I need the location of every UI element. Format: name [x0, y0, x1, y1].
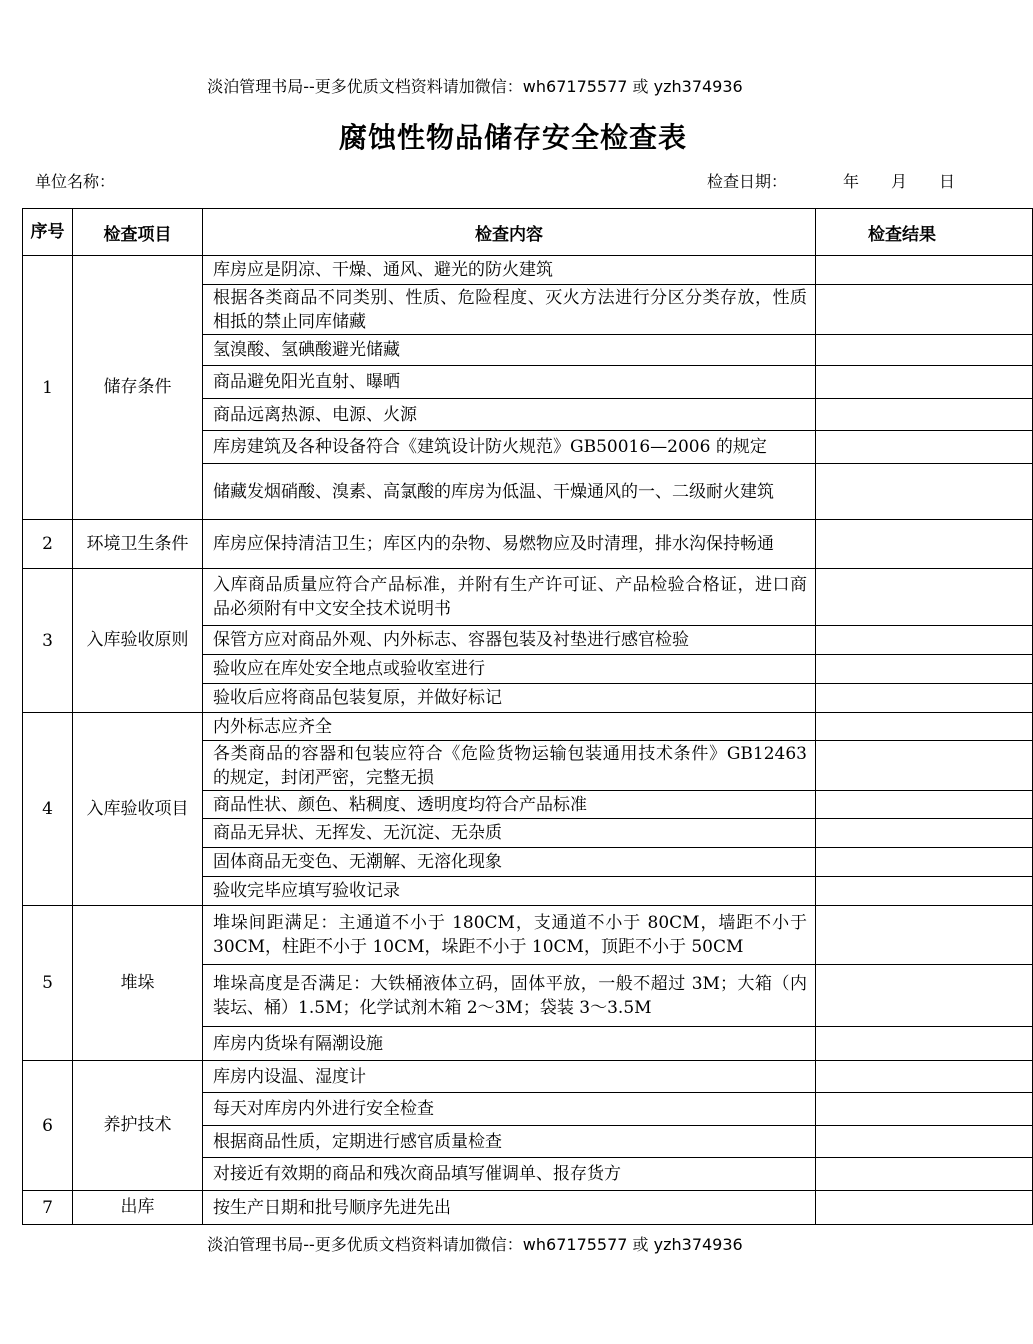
- row-result-cell[interactable]: [816, 366, 1033, 399]
- table-row: [23, 1061, 1033, 1093]
- row-result-cell[interactable]: [816, 741, 1033, 791]
- row-check-content: 库房应是阴凉、干燥、通风、避光的防火建筑: [203, 256, 816, 285]
- row-result-cell[interactable]: [816, 655, 1033, 684]
- row-seq: 1: [23, 256, 73, 520]
- row-result-cell[interactable]: [816, 1126, 1033, 1158]
- row-check-content: 储藏发烟硝酸、溴素、高氯酸的库房为低温、干燥通风的一、二级耐火建筑: [203, 464, 816, 520]
- table-row: [23, 906, 1033, 965]
- row-seq: 4: [23, 713, 73, 906]
- row-check-content: 堆垛高度是否满足：大铁桶液体立码，固体平放，一般不超过 3M；大箱（内装坛、桶）1.5M；化学试剂木箱 2～3M；袋装 3～3.5M: [203, 965, 816, 1027]
- row-check-item: 堆垛: [73, 906, 203, 1061]
- header-seq: 序号: [23, 209, 73, 256]
- row-result-cell[interactable]: [816, 256, 1033, 285]
- table-row: [23, 1191, 1033, 1225]
- row-result-cell[interactable]: [816, 877, 1033, 906]
- row-seq: 7: [23, 1191, 73, 1225]
- row-check-content: 根据各类商品不同类别、性质、危险程度、灭火方法进行分区分类存放，性质相抵的禁止同库储藏: [203, 285, 816, 335]
- table-row: [23, 256, 1033, 285]
- row-check-content: 各类商品的容器和包装应符合《危险货物运输包装通用技术条件》GB12463 的规定，封闭严密，完整无损: [203, 741, 816, 791]
- table-row: [23, 713, 1033, 741]
- row-check-content: 固体商品无变色、无潮解、无溶化现象: [203, 848, 816, 877]
- row-check-content: 库房建筑及各种设备符合《建筑设计防火规范》GB50016—2006 的规定: [203, 431, 816, 464]
- row-result-cell[interactable]: [816, 819, 1033, 848]
- row-check-item: 储存条件: [73, 256, 203, 520]
- row-check-content: 商品性状、颜色、粘稠度、透明度均符合产品标准: [203, 791, 816, 819]
- row-check-item: 入库验收项目: [73, 713, 203, 906]
- date-day: 日: [939, 172, 956, 191]
- table-row: [23, 520, 1033, 569]
- row-check-item: 出库: [73, 1191, 203, 1225]
- header-content: 检查内容: [203, 209, 816, 256]
- row-check-content: 验收完毕应填写验收记录: [203, 877, 816, 906]
- row-check-content: 按生产日期和批号顺序先进先出: [203, 1191, 816, 1225]
- unit-name-label: 单位名称：: [35, 172, 116, 191]
- row-check-content: 库房内设温、湿度计: [203, 1061, 816, 1093]
- row-check-item: 环境卫生条件: [73, 520, 203, 569]
- row-check-content: 商品无异状、无挥发、无沉淀、无杂质: [203, 819, 816, 848]
- row-result-cell[interactable]: [816, 520, 1033, 569]
- inspection-table: [22, 208, 1033, 1225]
- row-result-cell[interactable]: [816, 569, 1033, 626]
- row-check-content: 入库商品质量应符合产品标准，并附有生产许可证、产品检验合格证，进口商品必须附有中文安全技术说明书: [203, 569, 816, 626]
- row-result-cell[interactable]: [816, 1093, 1033, 1126]
- row-check-content: 内外标志应齐全: [203, 713, 816, 741]
- row-result-cell[interactable]: [816, 791, 1033, 819]
- row-seq: 5: [23, 906, 73, 1061]
- inspection-date: [707, 169, 955, 192]
- row-result-cell[interactable]: [816, 626, 1033, 655]
- row-result-cell[interactable]: [816, 713, 1033, 741]
- date-label: 检查日期：: [707, 172, 788, 191]
- date-month: 月: [891, 172, 908, 191]
- row-check-content: 库房内货垛有隔潮设施: [203, 1027, 816, 1061]
- row-check-content: 保管方应对商品外观、内外标志、容器包装及衬垫进行感官检验: [203, 626, 816, 655]
- row-result-cell[interactable]: [816, 464, 1033, 520]
- row-result-cell[interactable]: [816, 431, 1033, 464]
- row-result-cell[interactable]: [816, 1061, 1033, 1093]
- table-header-row: [23, 209, 1033, 256]
- table-body: [23, 256, 1033, 1225]
- row-result-cell[interactable]: [816, 1027, 1033, 1061]
- header-item: 检查项目: [73, 209, 203, 256]
- row-check-item: 养护技术: [73, 1061, 203, 1191]
- row-seq: 6: [23, 1061, 73, 1191]
- table-row: [23, 569, 1033, 626]
- row-check-content: 每天对库房内外进行安全检查: [203, 1093, 816, 1126]
- inspection-table-wrapper: [22, 208, 950, 1218]
- row-check-item: 入库验收原则: [73, 569, 203, 713]
- row-result-cell[interactable]: [816, 848, 1033, 877]
- row-check-content: 商品避免阳光直射、曝晒: [203, 366, 816, 399]
- row-check-content: 验收后应将商品包装复原，并做好标记: [203, 684, 816, 713]
- row-check-content: 氢溴酸、氢碘酸避光储藏: [203, 335, 816, 366]
- row-check-content: 根据商品性质，定期进行感官质量检查: [203, 1126, 816, 1158]
- row-result-cell[interactable]: [816, 965, 1033, 1027]
- row-result-cell[interactable]: [816, 906, 1033, 965]
- date-year: 年: [843, 172, 860, 191]
- row-check-content: 商品远离热源、电源、火源: [203, 399, 816, 431]
- footer-watermark-note: 淡泊管理书局--更多优质文档资料请加微信：wh67175577 或 yzh374936: [207, 1235, 743, 1254]
- row-seq: 2: [23, 520, 73, 569]
- row-seq: 3: [23, 569, 73, 713]
- row-check-content: 验收应在库处安全地点或验收室进行: [203, 655, 816, 684]
- row-result-cell[interactable]: [816, 335, 1033, 366]
- page-title: 腐蚀性物品储存安全检查表: [338, 121, 687, 154]
- row-result-cell[interactable]: [816, 1158, 1033, 1191]
- row-check-content: 堆垛间距满足：主通道不小于 180CM，支通道不小于 80CM，墙距不小于 30CM，柱距不小于 10CM，垛距不小于 10CM，顶距不小于 50CM: [203, 906, 816, 965]
- row-result-cell[interactable]: [816, 399, 1033, 431]
- row-result-cell[interactable]: [816, 285, 1033, 335]
- row-result-cell[interactable]: [816, 1191, 1033, 1225]
- row-check-content: 库房应保持清洁卫生；库区内的杂物、易燃物应及时清理，排水沟保持畅通: [203, 520, 816, 569]
- header-watermark-note: 淡泊管理书局--更多优质文档资料请加微信：wh67175577 或 yzh374936: [207, 77, 743, 96]
- header-result: 检查结果: [816, 209, 1033, 256]
- row-check-content: 对接近有效期的商品和残次商品填写催调单、报存货方: [203, 1158, 816, 1191]
- row-result-cell[interactable]: [816, 684, 1033, 713]
